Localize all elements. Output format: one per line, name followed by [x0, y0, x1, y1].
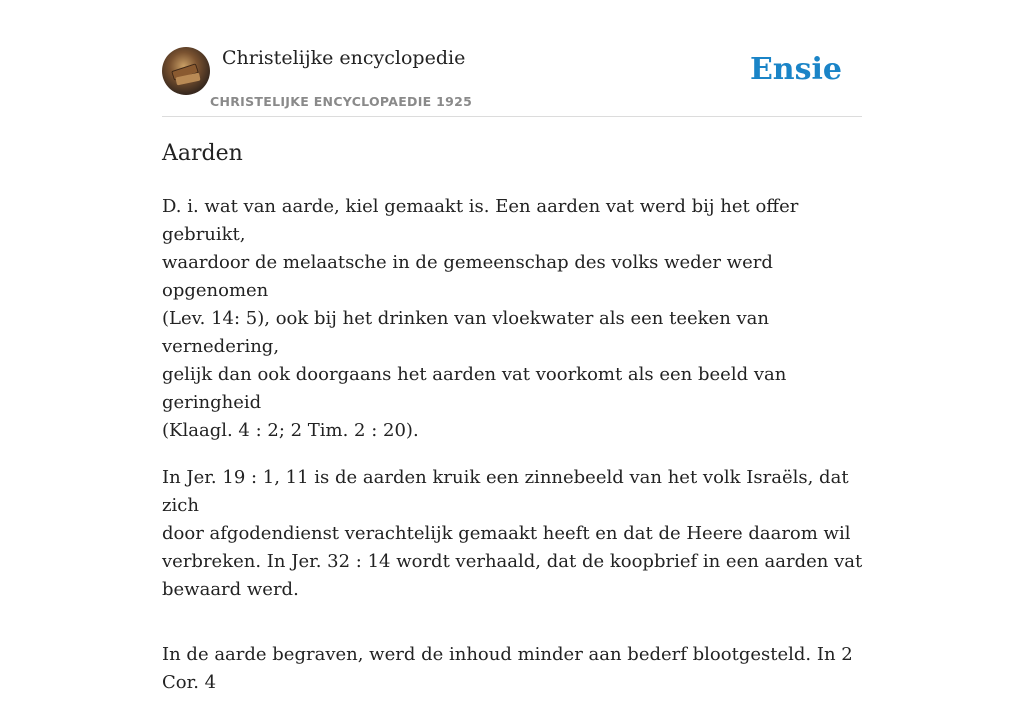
article-paragraph: In de aarde begraven, werd de inhoud minder aan bederf blootgesteld. In 2 Cor. 4 [162, 644, 853, 693]
article-paragraph: D. i. wat van aarde, kiel gemaakt is. Een aarden vat werd bij het offer gebruikt, waardoor de melaatsche in de gemeenschap des volks weder werd opgenomen (Lev. 14: 5), ook bij het drinken van vloekwater als een teeken van vernedering, gelijk dan ook doorgaans het aarden vat voorkomt als een beeld van geringheid (Klaagl. 4 : 2; 2 Tim. 2 : 20). [162, 196, 799, 441]
encyclopedia-subtitle[interactable]: CHRISTELIJKE ENCYCLOPAEDIE 1925 [210, 94, 473, 109]
article-paragraph: In Jer. 19 : 1, 11 is de aarden kruik een zinnebeeld van het volk Israëls, dat zich door afgodendienst verachtelijk gemaakt heeft en dat de Heere daarom wil verbreken. In Jer. 32 : 14 wordt verhaald, dat de koopbrief in een aarden vat bewaard werd. [162, 467, 863, 600]
article-body [162, 193, 872, 716]
ensie-logo[interactable]: Ensie [749, 52, 842, 87]
site-name[interactable]: Christelijke encyclopedie [222, 47, 466, 69]
site-header [162, 0, 862, 117]
page-title: Aarden [162, 141, 243, 166]
book-photo-icon[interactable] [162, 47, 210, 95]
